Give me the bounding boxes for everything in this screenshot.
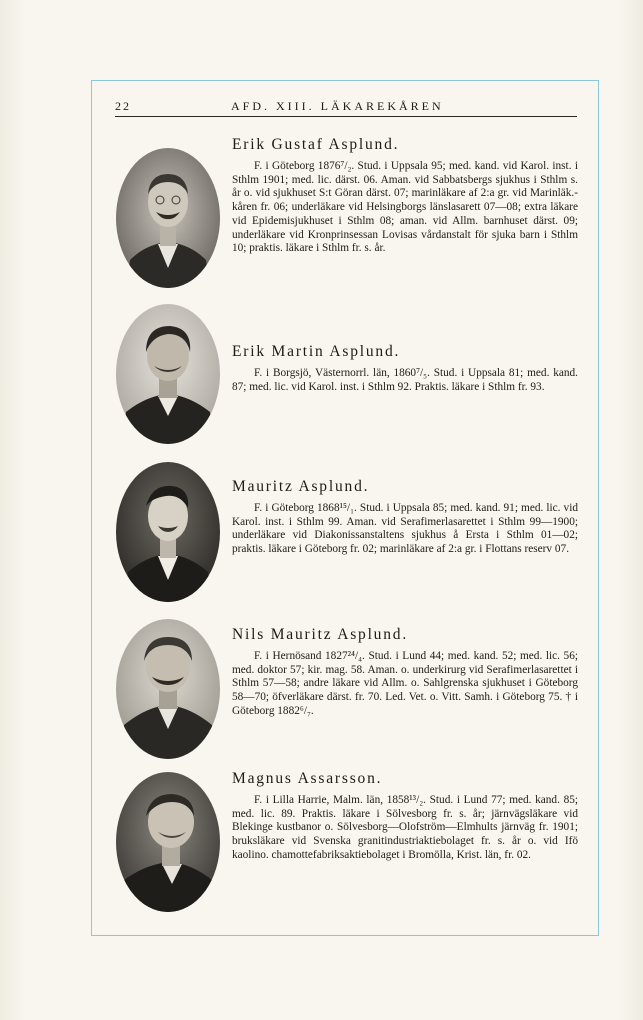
person-name: Magnus Assarsson. [232, 770, 383, 787]
biography-text: F. i Göteborg 1876⁷/₂. Stud. i Uppsala 95; med. kand. vid Karol. inst. i Sthlm 1901; med. lic. därst. 06. Aman. vid Sabbatsbergs sjukhus i Sthlm s. år o. vid sjukhuset S:t Göran därst. 07; marinläkare af 2:a gr. vid Marinläk.-kåren fr. 06; underläkare vid Helsingborgs länslasarett 07—08; extra läkare vid Epidemisjukhuset i Sthlm 08; aman. vid Allm. barnhuset därst. 09; underläkare vid Kronprinsessan Lovisas vårdanstalt för sjuka barn i Sthlm 10; praktis. läkare i Sthlm fr. s. år. [232, 160, 578, 255]
portrait-photo [116, 148, 220, 288]
portrait-photo [116, 772, 220, 912]
person-name: Erik Martin Asplund. [232, 343, 401, 360]
header-rule [115, 116, 577, 117]
portrait-photo [116, 462, 220, 602]
person-name: Erik Gustaf Asplund. [232, 136, 400, 153]
page-number: 22 [115, 99, 131, 113]
biography-text: F. i Borgsjö, Västernorrl. län, 1860⁷/₅. Stud. i Uppsala 81; med. kand. 87; med. lic. vid Karol. inst. i Sthlm 92. Praktis. läkare i Sthlm fr. 93. [232, 367, 578, 393]
biography-text: F. i Hernösand 1827²⁴/₄. Stud. i Lund 44; med. kand. 52; med. lic. 56; med. doktor 57; kir. mag. 58. Aman. o. underkirurg vid Serafimerlasarettet i Sthlm 57—58; andre läkare vid Allm. o. Sahlgrenska sjukhuset i Göteborg 58—70; öfverläkare därst. fr. 70. Led. Vet. o. Vitt. Samh. i Göteborg 75. † i Göteborg 1882⁶/₇. [232, 650, 578, 717]
person-name: Nils Mauritz Asplund. [232, 626, 409, 643]
section-title: AFD. XIII. LÄKAREKÅREN [231, 99, 444, 113]
biography-text: F. i Göteborg 1868¹⁵/₁. Stud. i Uppsala 85; med. kand. 91; med. lic. vid Karol. inst. i Sthlm 99. Aman. vid Serafimerlasarettet i Sthlm 99—1900; underläkare vid Diakonissanstaltens sjukhus å Ersta i Sthlm 01—02; praktis. läkare i Göteborg fr. 02; marinläkare af 2:a gr. i Flottans reserv 07. [232, 502, 578, 556]
person-name: Mauritz Asplund. [232, 478, 370, 495]
page-header [115, 99, 577, 117]
portrait-photo [116, 304, 220, 444]
portrait-photo [116, 619, 220, 759]
biography-text: F. i Lilla Harrie, Malm. län, 1858¹³/₂. Stud. i Lund 77; med. kand. 85; med. lic. 89. Praktis. läkare i Sölvesborg fr. s. år; järnvägsläkare vid Blekinge kustbanor o. Sölvesborg—Olofström—Elmhults järnväg fr. 1901; bruksläkare vid Svenska granitindustriaktiebolaget fr. s. år o. vid Ifö kaolino. chamottefabriksaktiebolaget i Bromölla, Krist. län, fr. 02. [232, 794, 578, 861]
